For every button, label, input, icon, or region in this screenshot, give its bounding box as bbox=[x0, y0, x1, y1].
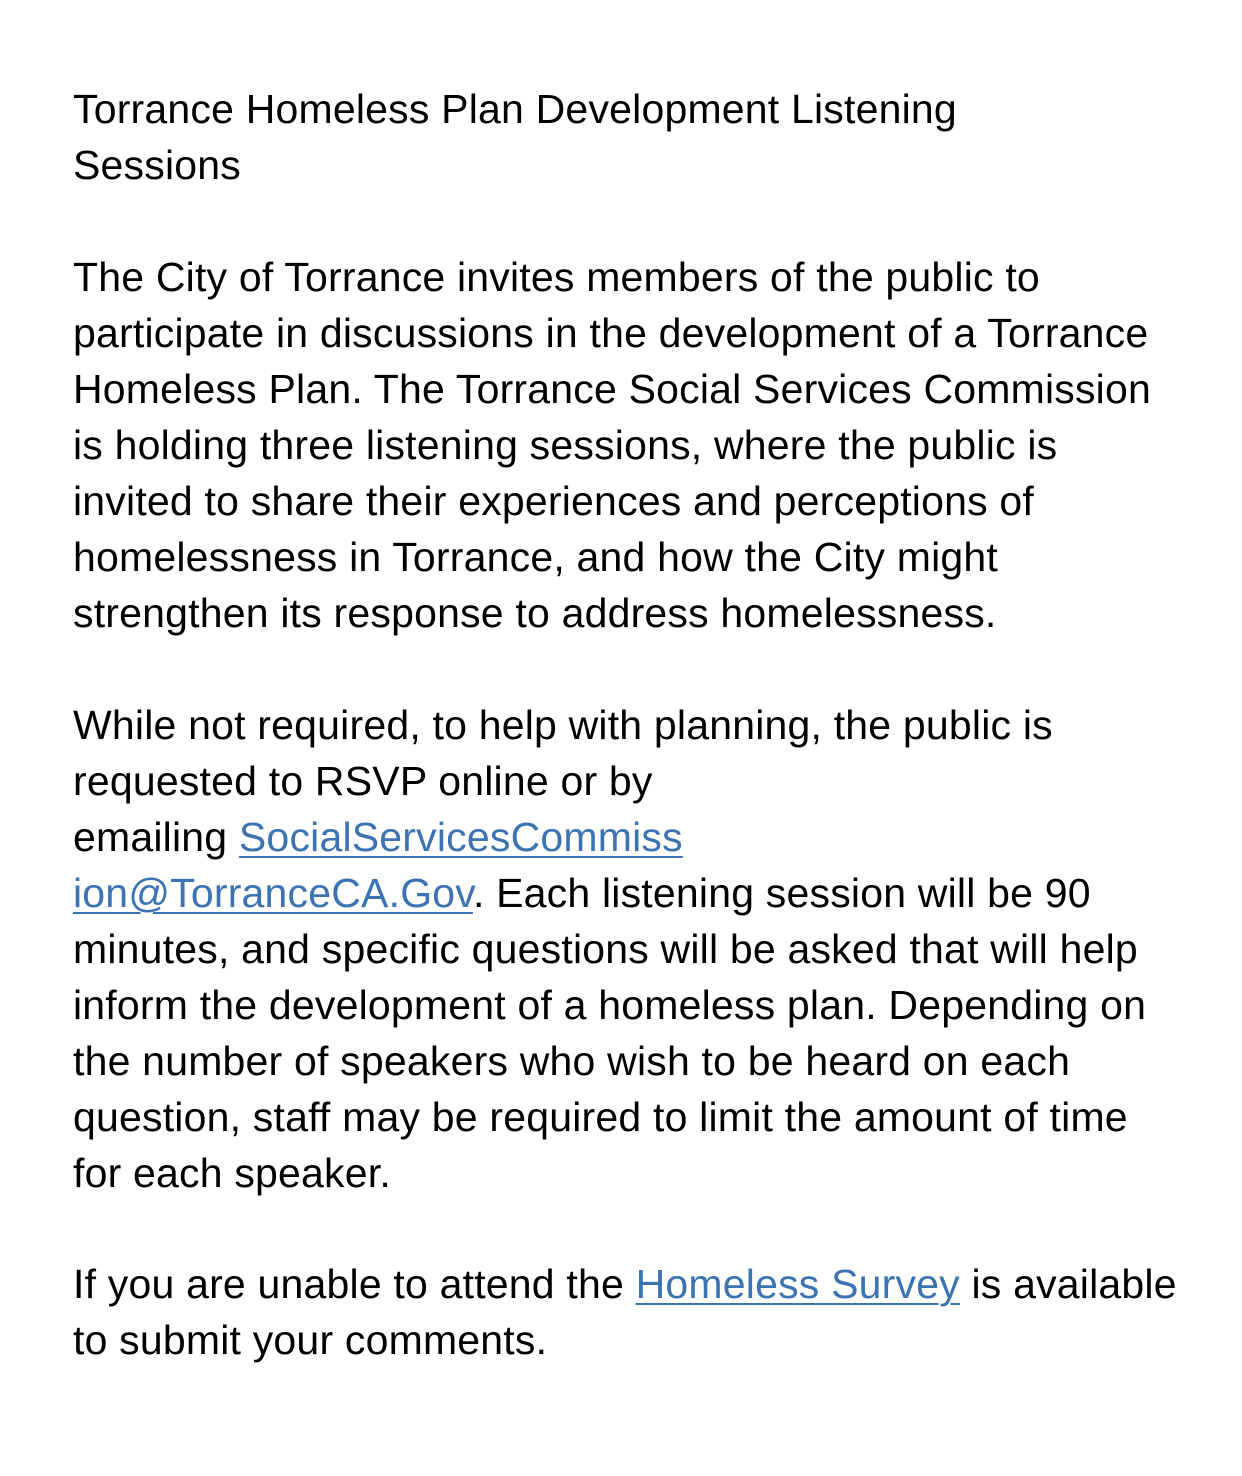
survey-paragraph bbox=[73, 1256, 1183, 1368]
page-title bbox=[73, 81, 1183, 193]
homeless-survey-link[interactable]: Homeless Survey bbox=[635, 1261, 960, 1307]
survey-text-start: If you are unable to attend the bbox=[73, 1261, 636, 1307]
rsvp-text-emailing: emailing bbox=[73, 814, 239, 860]
article-body bbox=[73, 81, 1183, 1368]
email-link-part2: ion@TorranceCA.Gov bbox=[73, 870, 473, 916]
page-title-line1: Torrance Homeless Plan Development Listening bbox=[73, 86, 957, 132]
rsvp-text-end: . Each listening session will be 90 minutes, and specific questions will be asked that will help inform the development of a homeless plan. Depending on the number of speakers who wish to be heard on each question, staff may be required to limit the amount of time for each speaker. bbox=[73, 870, 1147, 1196]
intro-paragraph: The City of Torrance invites members of the public to participate in discussions in the development of a Torrance Homeless Plan. The Torrance Social Services Commission is holding three listening sessions, where the public is invited to share their experiences and perceptions of homelessness in Torrance, and how the City might strengthen its response to address homelessness. bbox=[73, 254, 1151, 636]
rsvp-paragraph bbox=[73, 697, 1183, 1201]
email-link-part1: SocialServicesCommiss bbox=[238, 814, 683, 860]
survey-text-end: is available to submit your comments. bbox=[73, 1261, 1177, 1363]
rsvp-text-start: While not required, to help with planning, the public is requested to RSVP online or by bbox=[73, 702, 1053, 804]
page-title-line2: Sessions bbox=[73, 142, 241, 188]
